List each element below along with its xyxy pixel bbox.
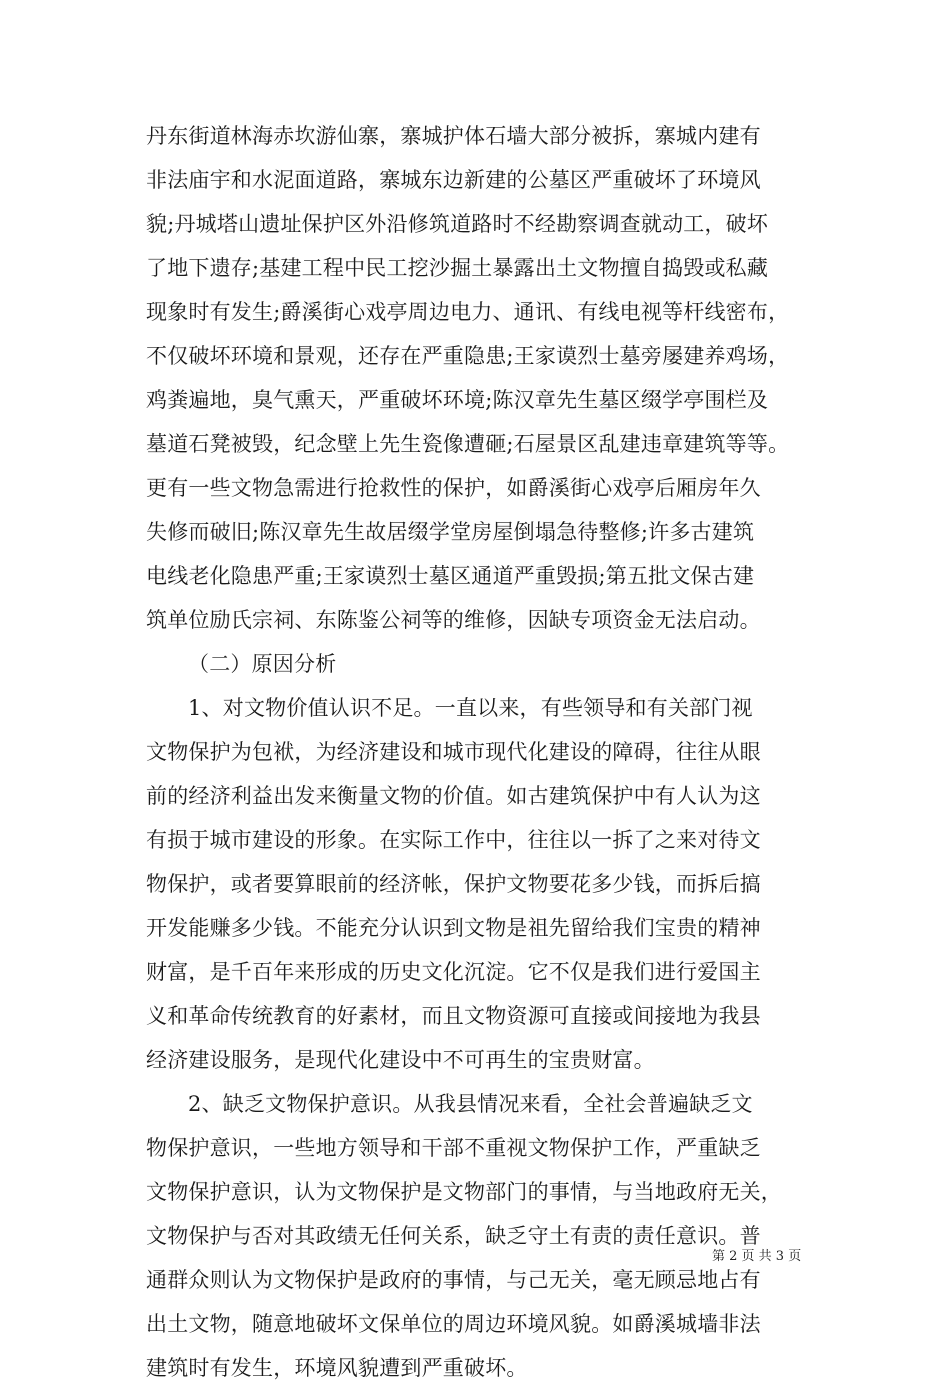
text-line: 1、对文物价值认识不足。一直以来，有些领导和有关部门视 xyxy=(188,696,753,720)
text-line: 物保护意识，一些地方领导和干部不重视文物保护工作，严重缺乏 xyxy=(146,1136,761,1160)
text-line: 电线老化隐患严重;王家谟烈士墓区通道严重毁损;第五批文保古建 xyxy=(146,564,755,588)
text-line: 了地下遗存;基建工程中民工挖沙掘土暴露出土文物擅自捣毁或私藏 xyxy=(146,256,769,280)
text-line: 义和革命传统教育的好素材，而且文物资源可直接或间接地为我县 xyxy=(146,1004,761,1028)
text-line: 开发能赚多少钱。不能充分认识到文物是祖先留给我们宝贵的精神 xyxy=(146,916,761,940)
text-line: 有损于城市建设的形象。在实际工作中，往往以一拆了之来对待文 xyxy=(146,828,761,852)
text-line: 现象时有发生;爵溪街心戏亭周边电力、通讯、有线电视等杆线密布， xyxy=(146,300,790,324)
text-line: 前的经济利益出发来衡量文物的价值。如古建筑保护中有人认为这 xyxy=(146,784,761,808)
text-line: 建筑时有发生，环境风貌遭到严重破坏。 xyxy=(146,1356,528,1380)
text-line: 文物保护与否对其政绩无任何关系，缺乏守土有责的责任意识。普 xyxy=(146,1224,761,1248)
text-line: 经济建设服务，是现代化建设中不可再生的宝贵财富。 xyxy=(146,1048,655,1072)
text-line: 貌;丹城塔山遗址保护区外沿修筑道路时不经勘察调查就动工，破坏 xyxy=(146,212,769,236)
text-line: 墓道石凳被毁，纪念壁上先生瓷像遭砸;石屋景区乱建违章建筑等等。 xyxy=(146,432,790,456)
text-line: 通群众则认为文物保护是政府的事情，与己无关，毫无顾忌地占有 xyxy=(146,1268,761,1292)
text-line: 文物保护为包袱，为经济建设和城市现代化建设的障碍，往往从眼 xyxy=(146,740,761,764)
text-line: 失修而破旧;陈汉章先生故居缀学堂房屋倒塌急待整修;许多古建筑 xyxy=(146,520,755,544)
body-text xyxy=(146,114,806,1390)
text-line: 不仅破坏环境和景观，还存在严重隐患;王家谟烈士墓旁屡建养鸡场， xyxy=(146,344,790,368)
text-line: 2、缺乏文物保护意识。从我县情况来看，全社会普遍缺乏文 xyxy=(188,1092,753,1116)
page-number-footer: 第 2 页 共 3 页 xyxy=(712,1249,802,1264)
text-line: 更有一些文物急需进行抢救性的保护，如爵溪街心戏亭后厢房年久 xyxy=(146,476,761,500)
text-line: 非法庙宇和水泥面道路，寨城东边新建的公墓区严重破坏了环境风 xyxy=(146,168,761,192)
section-heading: （二）原因分析 xyxy=(188,652,337,676)
text-line: 文物保护意识，认为文物保护是文物部门的事情，与当地政府无关， xyxy=(146,1180,782,1204)
paragraph-damage-cases xyxy=(146,114,806,642)
paragraph-value-awareness xyxy=(146,686,806,1082)
text-line: 出土文物，随意地破坏文保单位的周边环境风貌。如爵溪城墙非法 xyxy=(146,1312,761,1336)
text-line: 筑单位励氏宗祠、东陈鉴公祠等的维修，因缺专项资金无法启动。 xyxy=(146,608,761,632)
text-line: 鸡粪遍地，臭气熏天，严重破坏环境;陈汉章先生墓区缀学亭围栏及 xyxy=(146,388,769,412)
text-line: 物保护，或者要算眼前的经济帐，保护文物要花多少钱，而拆后搞 xyxy=(146,872,761,896)
text-line: 丹东街道林海赤坎游仙寨，寨城护体石墙大部分被拆，寨城内建有 xyxy=(146,124,761,148)
text-line: 财富，是千百年来形成的历史文化沉淀。它不仅是我们进行爱国主 xyxy=(146,960,761,984)
